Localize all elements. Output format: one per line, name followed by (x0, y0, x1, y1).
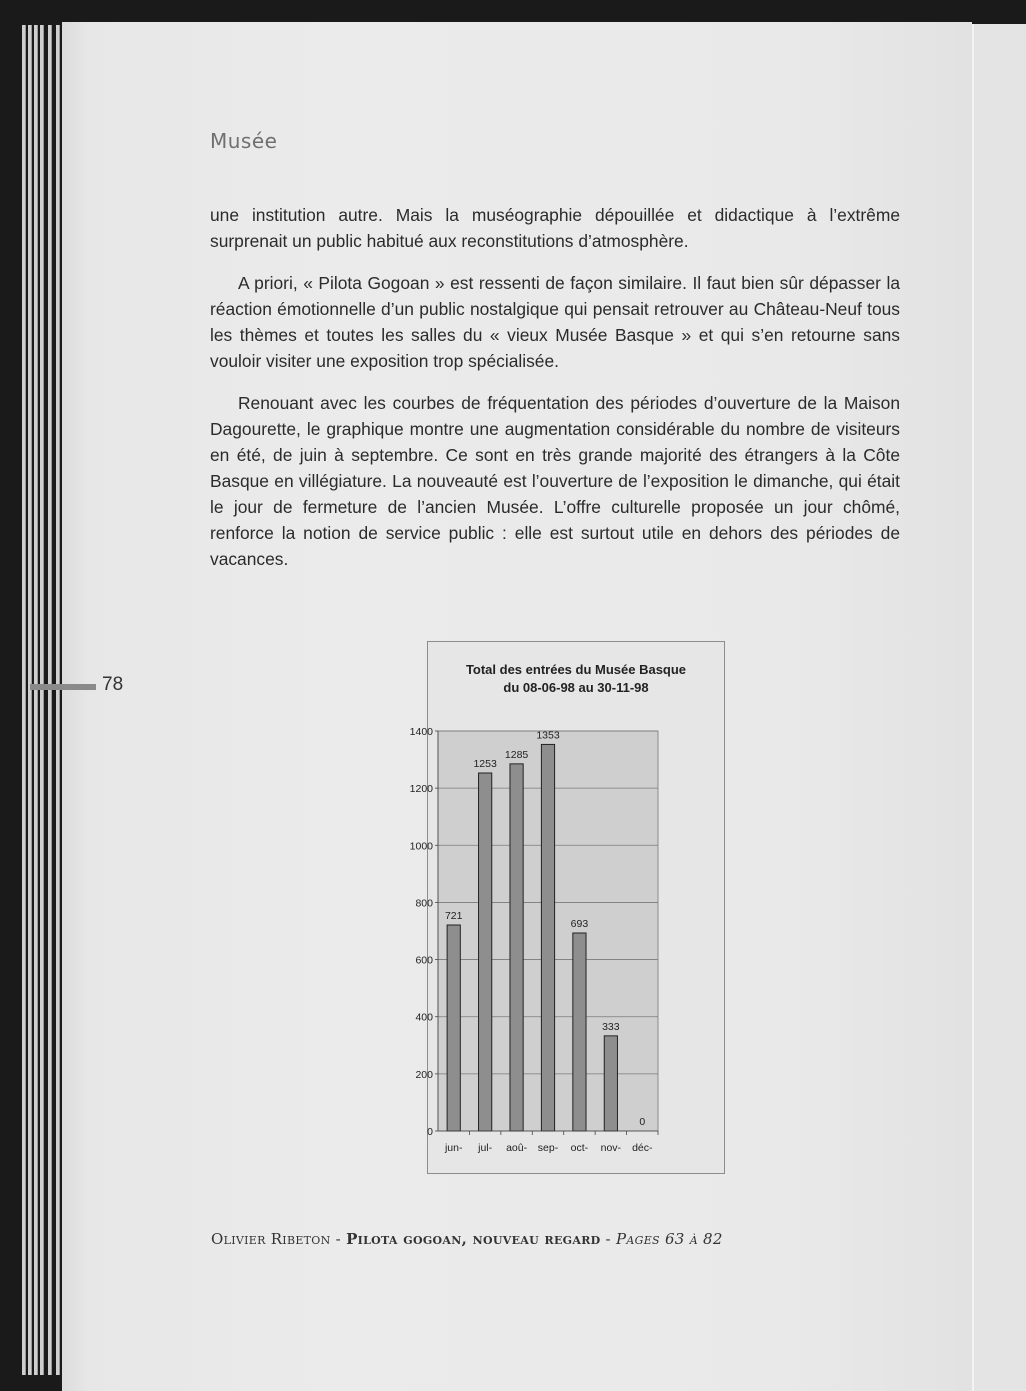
bar (447, 925, 460, 1131)
data-label: 0 (639, 1116, 646, 1128)
bar-chart (409, 642, 724, 1173)
data-label: 1353 (536, 729, 560, 742)
page-footer (211, 1230, 723, 1248)
chart-frame (409, 641, 725, 1174)
x-tick-label: déc- (632, 1142, 653, 1154)
chart-subtitle: du 08-06-98 au 30-11-98 (503, 680, 649, 695)
x-tick-label: aoû- (506, 1142, 528, 1154)
bar (573, 933, 586, 1131)
running-head: Musée (210, 129, 278, 153)
body-text (210, 202, 900, 588)
bar (541, 744, 554, 1131)
page-number: 78 (102, 674, 124, 695)
paragraph: Renouant avec les courbes de fréquentation des périodes d’ouverture de la Maison Dagourette, le graphique montre une augmentation considérable du nombre de visiteurs en été, de juin à septembre. Ce sont en très grande majorité des étrangers à la Côte Basque en villégiature. La nouveauté est l’ouverture de l’exposition le dimanche, qui était le jour de fermeture de l’ancien Musée. L’offre culturelle proposée un jour chômé, renforce la notion de service public : elle est surtout utile en dehors des périodes de vacances. (210, 393, 900, 569)
x-tick-label: sep- (537, 1142, 559, 1154)
paragraph: A priori, « Pilota Gogoan » est ressenti de façon similaire. Il faut bien sûr dépasser la réaction émotionnelle d’un public nostalgique qui pensait retrouver au Château-Neuf tous les thèmes et toutes les salles du « vieux Musée Basque » et qui s’en retourne sans vouloir visiter une exposition trop spécialisée. (210, 273, 900, 371)
x-tick-label: oct- (570, 1142, 589, 1154)
y-tick-label: 1400 (409, 726, 433, 738)
y-tick-label: 400 (415, 1011, 433, 1024)
chart-title: Total des entrées du Musée Basque (465, 662, 687, 677)
footer-pages: Pages 63 à 82 (616, 1230, 723, 1248)
y-tick-label: 1200 (409, 783, 433, 796)
facing-page-edge (972, 24, 1026, 1391)
footer-author: Olivier Ribeton (211, 1230, 331, 1248)
data-label: 333 (602, 1020, 620, 1033)
data-label: 721 (444, 910, 463, 922)
data-label: 1285 (504, 748, 529, 761)
footer-separator: - (330, 1230, 347, 1248)
y-tick-label: 800 (415, 897, 433, 910)
footer-separator: - (600, 1230, 616, 1248)
x-tick-label: jul- (478, 1142, 493, 1154)
footer-title: Pilota gogoan, nouveau regard (346, 1230, 601, 1248)
y-tick-label: 600 (415, 954, 433, 967)
bar (510, 764, 523, 1131)
x-tick-label: nov- (600, 1142, 622, 1154)
page-edges (22, 25, 64, 1375)
x-tick-label: jun- (444, 1142, 463, 1154)
y-tick-label: 1000 (409, 840, 433, 853)
data-label: 1253 (473, 758, 497, 770)
data-label: 693 (570, 918, 589, 930)
bar (604, 1036, 617, 1131)
y-tick-label: 200 (415, 1068, 433, 1081)
page-number-rule (30, 684, 96, 690)
y-tick-label: 0 (427, 1126, 433, 1138)
paragraph: une institution autre. Mais la muséographie dépouillée et didactique à l’extrême surprenait un public habitué aux reconstitutions d’atmosphère. (210, 205, 900, 251)
bar (479, 773, 492, 1131)
